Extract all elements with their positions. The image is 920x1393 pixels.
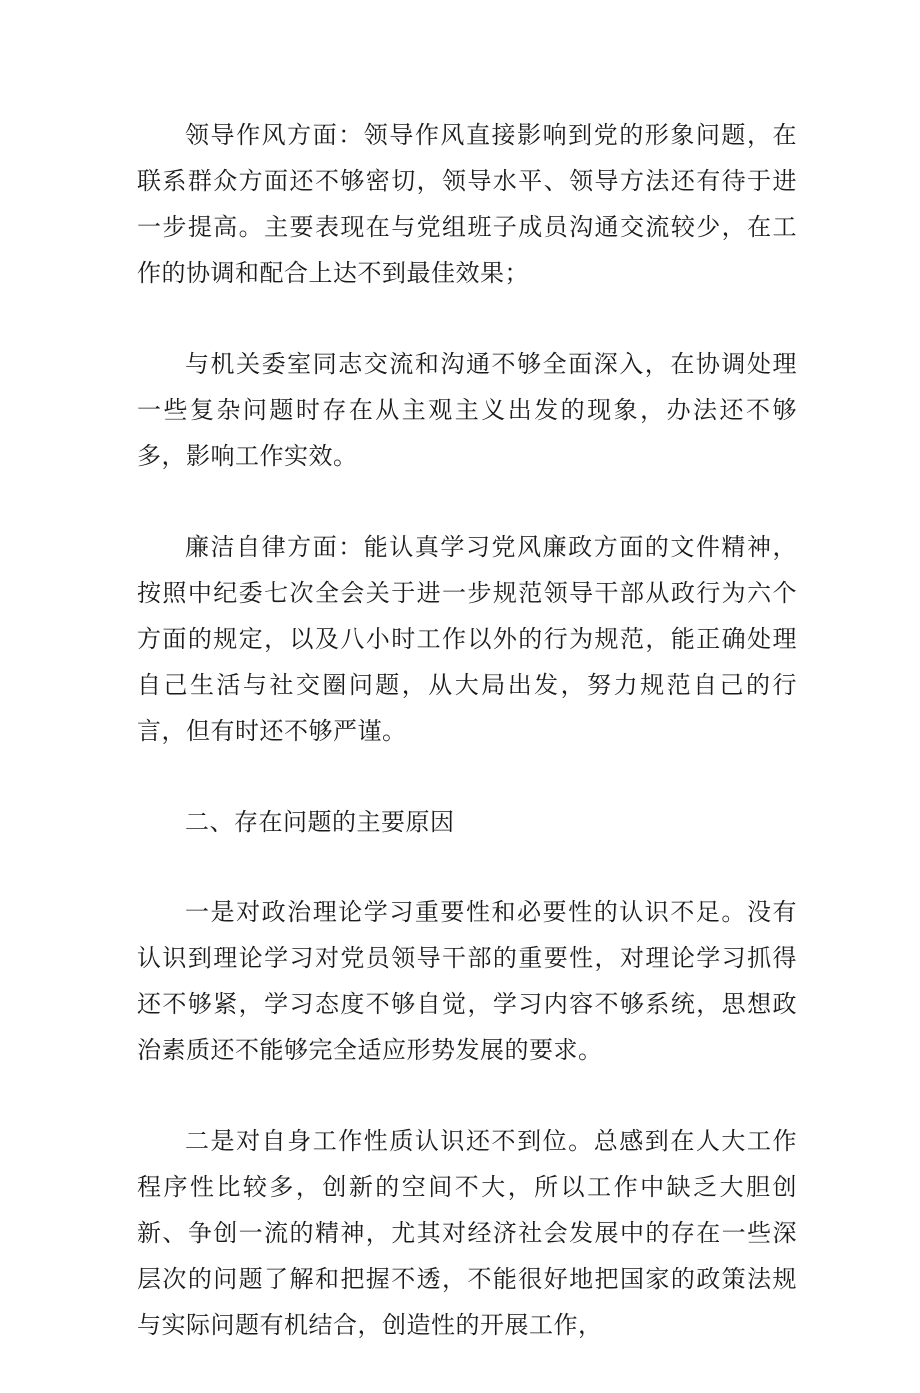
paragraph-communication: 与机关委室同志交流和沟通不够全面深入，在协调处理一些复杂问题时存在从主观主义出发的现象，办法还不够多，影响工作实效。	[137, 350, 797, 470]
document-body	[137, 112, 797, 1393]
section-heading-causes: 二、存在问题的主要原因	[185, 808, 455, 836]
paragraph-leadership-style: 领导作风方面：领导作风直接影响到党的形象问题，在联系群众方面还不够密切，领导水平、领导方法还有待于进一步提高。主要表现在与党组班子成员沟通交流较少，在工作的协调和配合上达不到最佳效果；	[137, 121, 797, 287]
paragraph-integrity: 廉洁自律方面：能认真学习党风廉政方面的文件精神，按照中纪委七次全会关于进一步规范领导干部从政行为六个方面的规定，以及八小时工作以外的行为规范，能正确处理自己生活与社交圈问题，从大局出发，努力规范自己的行言，但有时还不够严谨。	[137, 533, 797, 745]
paragraph-cause-two: 二是对自身工作性质认识还不到位。总感到在人大工作程序性比较多，创新的空间不大，所以工作中缺乏大胆创新、争创一流的精神，尤其对经济社会发展中的存在一些深层次的问题了解和把握不透，不能很好地把国家的政策法规与实际问题有机结合，创造性的开展工作，	[137, 1127, 797, 1339]
paragraph-cause-one: 一是对政治理论学习重要性和必要性的认识不足。没有认识到理论学习对党员领导干部的重要性，对理论学习抓得还不够紧，学习态度不够自觉，学习内容不够系统，思想政治素质还不能够完全适应形势发展的要求。	[137, 898, 797, 1064]
